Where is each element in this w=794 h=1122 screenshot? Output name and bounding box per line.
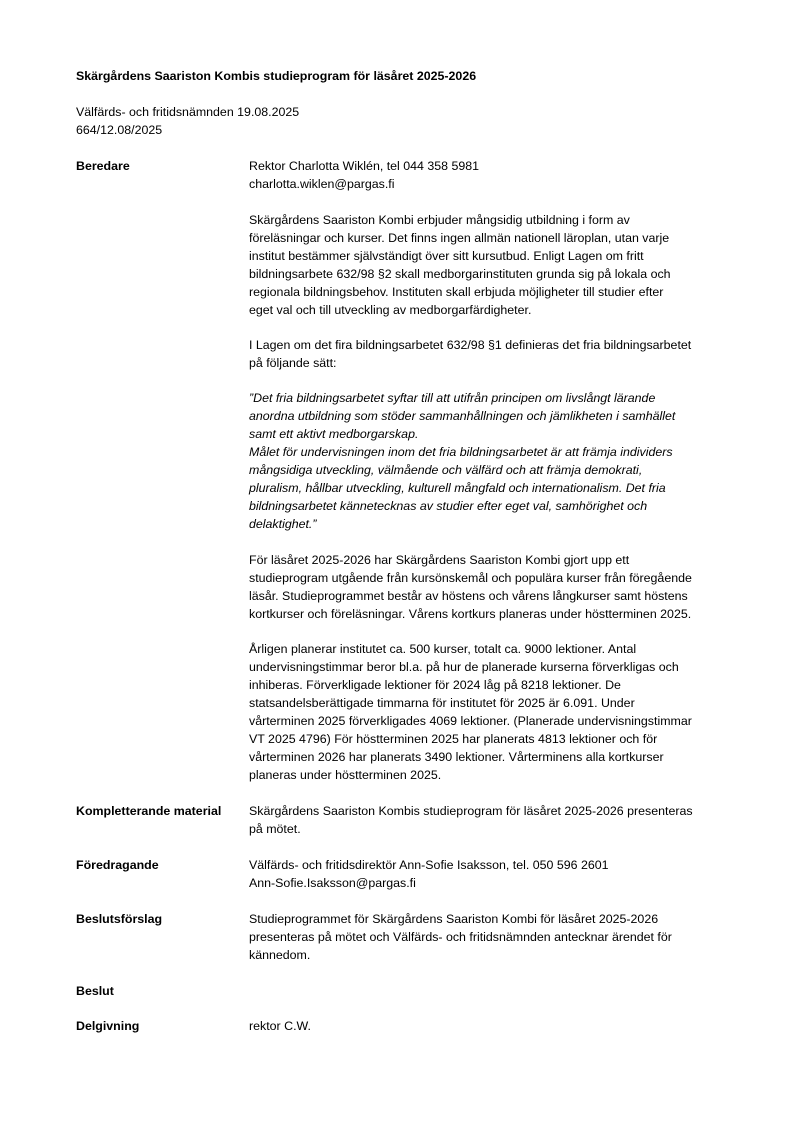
paragraph-line: planeras under höstterminen 2025.	[249, 768, 442, 782]
paragraph-line: kännedom.	[249, 948, 311, 962]
paragraph-line: studieprogram utgående från kursönskemål och populära kurser från föregående	[249, 571, 692, 585]
paragraph-line: Studieprogrammet för Skärgårdens Saariston Kombi för läsåret 2025-2026	[249, 912, 659, 926]
paragraph-line: Skärgårdens Saariston Kombis studieprogram för läsåret 2025-2026 presenteras	[249, 804, 693, 818]
delgivning-value: rektor C.W.	[249, 1019, 311, 1033]
paragraph-line: läsår. Studieprogrammet består av höstens och vårens långkurser samt höstens	[249, 589, 688, 603]
document-meta	[76, 103, 299, 139]
quote-line: anordna utbildning som stöder sammanhållningen och jämlikheten i samhället	[249, 409, 676, 423]
delgivning-label: Delgivning	[76, 1019, 140, 1033]
paragraph-line: på följande sätt:	[249, 356, 337, 370]
paragraph-line: undervisningstimmar beror bl.a. på hur de planerade kurserna förverkligas och	[249, 660, 679, 674]
paragraph-line: institut bestämmer självständigt över sitt kursutbud. Enligt Lagen om fritt	[249, 249, 644, 263]
paragraph-line: presenteras på mötet och Välfärds- och fritidsnämnden antecknar ärendet för	[249, 930, 672, 944]
quote-line: Målet för undervisningen inom det fria bildningsarbetet är att främja individers	[249, 445, 673, 459]
committee-date-line: Välfärds- och fritidsnämnden 19.08.2025	[76, 105, 300, 119]
paragraph-line: Välfärds- och fritidsdirektör Ann-Sofie Isaksson, tel. 050 596 2601	[249, 858, 609, 872]
paragraph-line: på mötet.	[249, 822, 301, 836]
beslut-label: Beslut	[76, 984, 114, 998]
quote-line: bildningsarbetet kännetecknas av studier efter eget val, samhörighet och	[249, 499, 648, 513]
beredare-content	[249, 157, 741, 193]
paragraph-line: I Lagen om det fira bildningsarbetet 632/98 §1 definieras det fria bildningsarbetet	[249, 338, 692, 352]
quote-line: pluralism, hållbar utveckling, kulturell mångfald och internationalism. Det fria	[249, 481, 666, 495]
paragraph-line: inhiberas. Förverkligade lektioner för 2024 låg på 8218 lektioner. De	[249, 678, 621, 692]
kompletterande-label: Kompletterande material	[76, 804, 222, 818]
paragraph-line: kortkurser och föreläsningar. Vårens kortkurs planeras under höstterminen 2025.	[249, 607, 692, 621]
paragraph-line: statsandelsberättigade timmarna för institutet för 2025 är 6.091. Under	[249, 696, 635, 710]
paragraph-line: Skärgårdens Saariston Kombi erbjuder mångsidig utbildning i form av	[249, 213, 630, 227]
paragraph-line: regionala bildningsbehov. Instituten skall erbjuda möjligheter till studier efter	[249, 285, 664, 299]
paragraph-line: vårterminen 2025 förverkligades 4069 lektioner. (Planerade undervisningstimmar	[249, 714, 692, 728]
beredare-paragraph-2	[249, 336, 741, 372]
quote-line: delaktighet.”	[249, 517, 317, 531]
foredragande-email: Ann-Sofie.Isaksson@pargas.fi	[249, 876, 416, 890]
paragraph-line: föreläsningar och kurser. Det finns ingen allmän nationell läroplan, utan varje	[249, 231, 670, 245]
beredare-paragraph-4	[249, 640, 741, 784]
paragraph-line: Årligen planerar institutet ca. 500 kurser, totalt ca. 9000 lektioner. Antal	[249, 642, 637, 656]
reference-number-line: 664/12.08/2025	[76, 123, 163, 137]
quote-line: samt ett aktivt medborgarskap.	[249, 427, 419, 441]
beredare-paragraph-1	[249, 211, 741, 319]
beslutsforslag-label: Beslutsförslag	[76, 912, 163, 926]
foredragande-content	[249, 856, 741, 892]
beredare-paragraph-3	[249, 551, 741, 623]
paragraph-line: För läsåret 2025-2026 har Skärgårdens Saariston Kombi gjort upp ett	[249, 553, 630, 567]
beslutsforslag-content	[249, 910, 741, 964]
kompletterande-content	[249, 802, 741, 838]
beredare-label: Beredare	[76, 159, 130, 173]
paragraph-line: vårterminen 2026 har planerats 3490 lektioner. Vårterminens alla kortkurser	[249, 750, 664, 764]
paragraph-line: VT 2025 4796) För höstterminen 2025 har planerats 4813 lektioner och för	[249, 732, 658, 746]
beredare-contact-line: Rektor Charlotta Wiklén, tel 044 358 5981	[249, 159, 480, 173]
foredragande-label: Föredragande	[76, 858, 159, 872]
law-quote	[249, 389, 741, 533]
beredare-email: charlotta.wiklen@pargas.fi	[249, 177, 395, 191]
document-title: Skärgårdens Saariston Kombis studieprogram för läsåret 2025-2026	[76, 69, 477, 83]
quote-line: ”Det fria bildningsarbetet syftar till att utifrån principen om livslångt lärande	[249, 391, 656, 405]
quote-line: mångsidiga utveckling, välmående och välfärd och att främja demokrati,	[249, 463, 643, 477]
paragraph-line: eget val och till utveckling av medborgarfärdigheter.	[249, 303, 532, 317]
paragraph-line: bildningsarbete 632/98 §2 skall medborgarinstituten grunda sig på lokala och	[249, 267, 671, 281]
